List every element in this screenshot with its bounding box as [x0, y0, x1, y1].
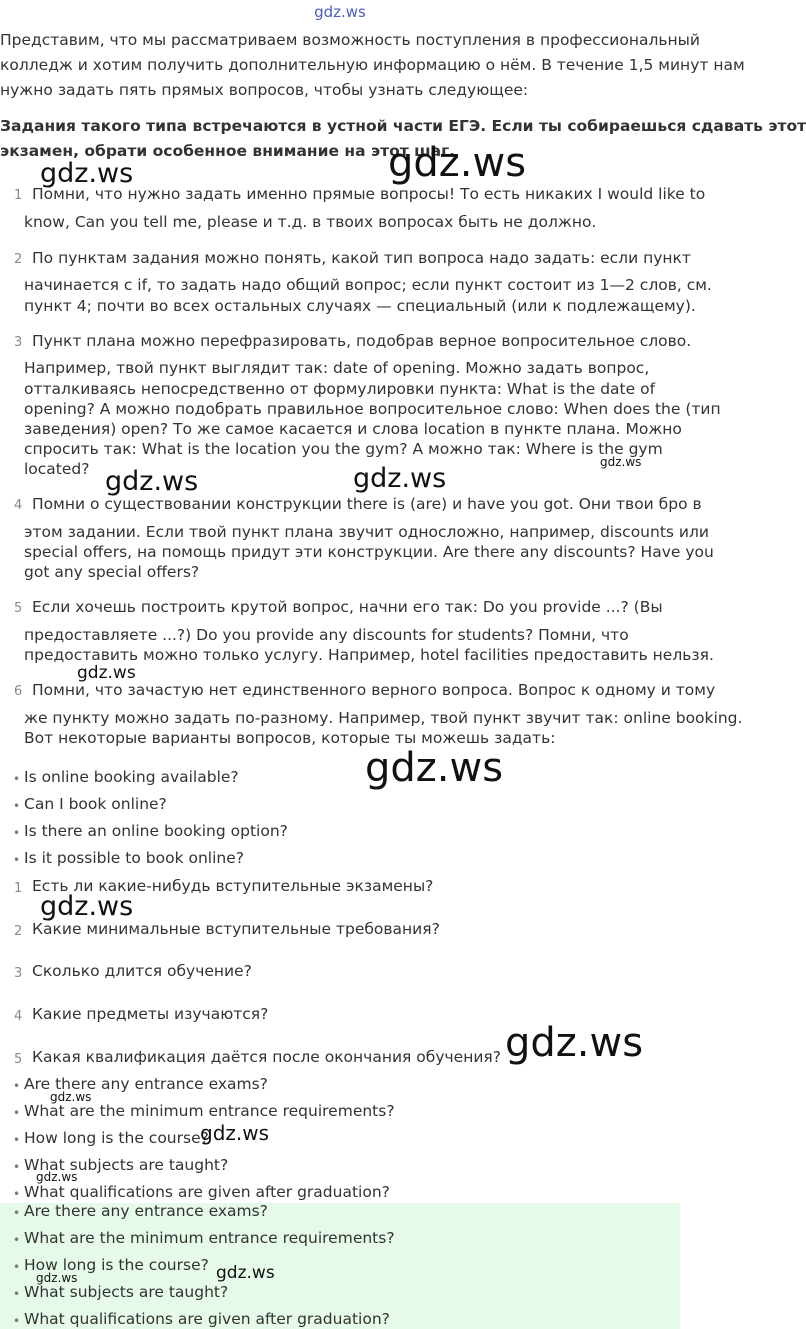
list-item: What subjects are taught?	[24, 1283, 229, 1301]
question-number: 2	[14, 924, 23, 939]
tip-number: 6	[14, 684, 23, 699]
tip-line: Помни о существовании конструкции there is (are) и have you got. Они твои бро в	[32, 495, 702, 513]
tip-line: Помни, что зачастую нет единственного верного вопроса. Вопрос к одному и тому	[32, 681, 716, 699]
watermark: gdz.ws	[505, 1020, 644, 1066]
question-text: Есть ли какие-нибудь вступительные экзамены?	[32, 877, 434, 895]
list-item: Is there an online booking option?	[24, 822, 288, 840]
list-item: Is online booking available?	[24, 768, 239, 786]
list-item: Are there any entrance exams?	[24, 1075, 268, 1093]
list-item: Are there any entrance exams?	[24, 1202, 268, 1220]
tip-line: же пункту можно задать по-разному. Например, твой пункт звучит так: online booking.	[24, 709, 743, 727]
site-title[interactable]: gdz.ws	[314, 3, 366, 21]
tip-number: 2	[14, 252, 23, 267]
tip-number: 3	[14, 335, 23, 350]
question-text: Какие минимальные вступительные требования?	[32, 920, 440, 938]
bullet-icon: •	[13, 1079, 21, 1093]
tip-line: начинается с if, то задать надо общий вопрос; если пункт состоит из 1—2 слов, см.	[24, 276, 712, 294]
tip-line: этом задании. Если твой пункт плана звучит односложно, например, discounts или	[24, 523, 709, 541]
watermark: gdz.ws	[77, 663, 136, 683]
watermark: gdz.ws	[50, 1090, 92, 1104]
list-item: What are the minimum entrance requirements?	[24, 1102, 395, 1120]
watermark: gdz.ws	[200, 1121, 270, 1145]
tip-line: special offers, на помощь придут эти конструкции. Are there any discounts? Have you	[24, 543, 714, 561]
list-item: What subjects are taught?	[24, 1156, 229, 1174]
tip-line: Например, твой пункт выглядит так: date of opening. Можно задать вопрос,	[24, 359, 650, 377]
tip-line: located?	[24, 460, 90, 478]
bullet-icon: •	[13, 1314, 21, 1328]
bullet-icon: •	[13, 1133, 21, 1147]
bullet-icon: •	[13, 1260, 21, 1274]
list-item: What are the minimum entrance requirements?	[24, 1229, 395, 1247]
watermark: gdz.ws	[36, 1170, 78, 1184]
tip-line: заведения) open? То же самое касается и слова location в пункте плана. Можно	[24, 420, 682, 438]
notice-line-2: экзамен, обрати особенное внимание на этот шаг.	[0, 142, 456, 160]
list-item: What qualifications are given after graduation?	[24, 1310, 390, 1328]
watermark: gdz.ws	[388, 140, 527, 186]
notice-line-1: Задания такого типа встречаются в устной части ЕГЭ. Если ты собираешься сдавать этот	[0, 117, 806, 135]
question-text: Какие предметы изучаются?	[32, 1005, 269, 1023]
tip-line: По пунктам задания можно понять, какой тип вопроса надо задать: если пункт	[32, 249, 691, 267]
tip-number: 4	[14, 498, 23, 513]
intro-line-1: Представим, что мы рассматриваем возможность поступления в профессиональный	[0, 31, 700, 49]
intro-line-2: колледж и хотим получить дополнительную информацию о нём. В течение 1,5 минут нам	[0, 56, 745, 74]
tip-line: спросить так: What is the location you the gym? А можно так: Where is the gym	[24, 440, 663, 458]
bullet-icon: •	[13, 772, 21, 786]
watermark: gdz.ws	[40, 158, 134, 189]
question-number: 4	[14, 1009, 23, 1024]
list-item: How long is the course?	[24, 1129, 209, 1147]
tip-line: Пункт плана можно перефразировать, подобрав верное вопросительное слово.	[32, 332, 692, 350]
tip-line: know, Can you tell me, please и т.д. в твоих вопросах быть не должно.	[24, 213, 597, 231]
watermark: gdz.ws	[353, 463, 447, 494]
bullet-icon: •	[13, 1206, 21, 1220]
question-number: 5	[14, 1052, 23, 1067]
intro-line-3: нужно задать пять прямых вопросов, чтобы узнать следующее:	[0, 81, 529, 99]
list-item: How long is the course?	[24, 1256, 209, 1274]
question-number: 3	[14, 966, 23, 981]
question-text: Какая квалификация даётся после окончания обучения?	[32, 1048, 501, 1066]
tip-line: отталкиваясь непосредственно от формулировки пункта: What is the date of	[24, 380, 656, 398]
watermark: gdz.ws	[216, 1263, 275, 1283]
bullet-icon: •	[13, 826, 21, 840]
bullet-icon: •	[13, 1287, 21, 1301]
bullet-icon: •	[13, 1160, 21, 1174]
question-text: Сколько длится обучение?	[32, 962, 252, 980]
tip-line: Вот некоторые варианты вопросов, которые ты можешь задать:	[24, 729, 556, 747]
question-number: 1	[14, 881, 23, 896]
tip-line: opening? А можно подобрать правильное вопросительное слово: When does the (тип	[24, 400, 721, 418]
watermark: gdz.ws	[365, 745, 504, 791]
bullet-icon: •	[13, 799, 21, 813]
bullet-icon: •	[13, 1233, 21, 1247]
list-item: Is it possible to book online?	[24, 849, 244, 867]
tip-line: пункт 4; почти во всех остальных случаях — специальный (или к подлежащему).	[24, 297, 696, 315]
bullet-icon: •	[13, 853, 21, 867]
tip-line: Помни, что нужно задать именно прямые вопросы! То есть никаких I would like to	[32, 185, 706, 203]
watermark: gdz.ws	[105, 466, 199, 497]
watermark: gdz.ws	[40, 891, 134, 922]
watermark: gdz.ws	[600, 455, 642, 469]
tip-number: 5	[14, 601, 23, 616]
bullet-icon: •	[13, 1106, 21, 1120]
tip-line: предоставить можно только услугу. Например, hotel facilities предоставить нельзя.	[24, 646, 714, 664]
bullet-icon: •	[13, 1187, 21, 1201]
list-item: What qualifications are given after graduation?	[24, 1183, 390, 1201]
list-item: Can I book online?	[24, 795, 167, 813]
tip-line: предоставляете ...?) Do you provide any discounts for students? Помни, что	[24, 626, 629, 644]
watermark: gdz.ws	[36, 1271, 78, 1285]
tip-number: 1	[14, 188, 23, 203]
tip-line: got any special offers?	[24, 563, 200, 581]
tip-line: Если хочешь построить крутой вопрос, начни его так: Do you provide ...? (Вы	[32, 598, 663, 616]
